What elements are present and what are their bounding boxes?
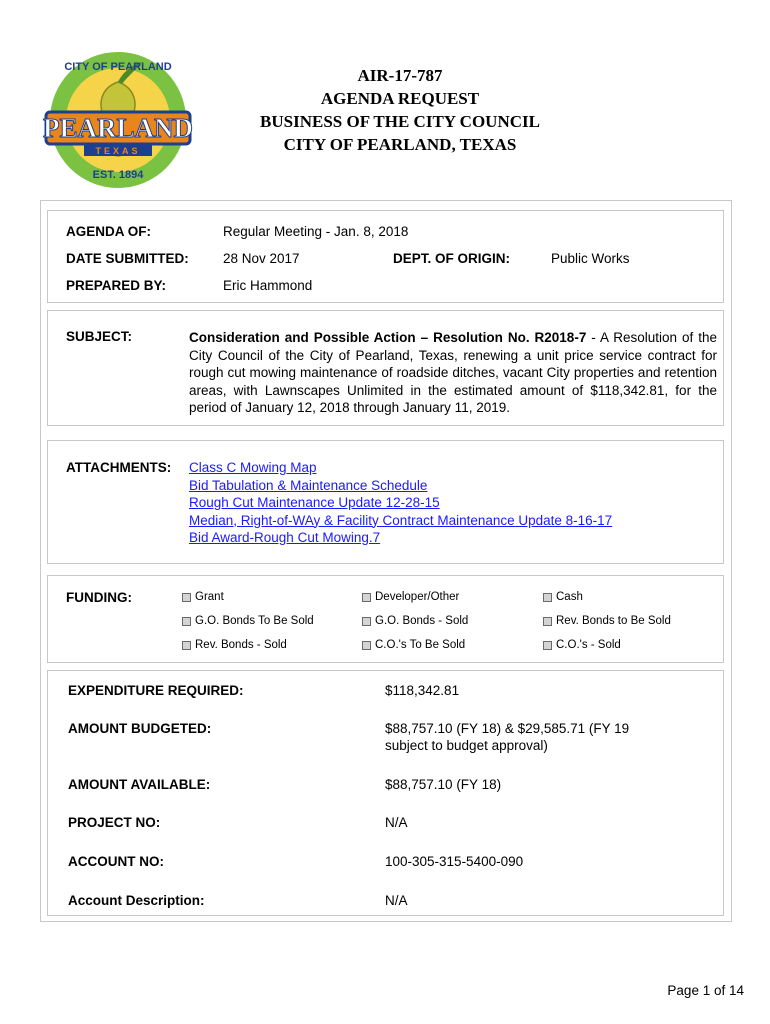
agenda-of-value: Regular Meeting - Jan. 8, 2018 [223, 224, 409, 239]
funding-option[interactable]: Rev. Bonds - Sold [182, 639, 287, 651]
dept-origin-value: Public Works [551, 251, 630, 266]
council-title: BUSINESS OF THE CITY COUNCIL [260, 112, 540, 131]
amount-available-label: AMOUNT AVAILABLE: [68, 777, 211, 792]
prepared-by-label: PREPARED BY: [66, 278, 167, 293]
funding-option[interactable]: G.O. Bonds - Sold [362, 615, 468, 627]
funding-option[interactable]: Rev. Bonds to Be Sold [543, 615, 671, 627]
attachment-link[interactable]: Class C Mowing Map [189, 460, 317, 475]
logo-state: TEXAS [95, 146, 141, 156]
funding-option[interactable]: C.O.'s To Be Sold [362, 639, 465, 651]
checkbox[interactable] [182, 617, 191, 626]
funding-option[interactable]: Grant [182, 591, 224, 603]
attachment-link[interactable]: Bid Tabulation & Maintenance Schedule [189, 477, 428, 493]
checkbox[interactable] [182, 593, 191, 602]
checkbox[interactable] [182, 641, 191, 650]
document-header [190, 64, 610, 156]
account-no-value: 100-305-315-5400-090 [385, 854, 524, 869]
checkbox[interactable] [543, 593, 552, 602]
funding-option[interactable]: Cash [543, 591, 583, 603]
checkbox[interactable] [543, 641, 552, 650]
logo-est: EST. 1894 [92, 169, 144, 181]
air-number: AIR-17-787 [357, 66, 443, 85]
checkbox[interactable] [362, 617, 371, 626]
attachment-link[interactable]: Rough Cut Maintenance Update 12-28-15 [189, 495, 440, 510]
account-no-label: ACCOUNT NO: [68, 854, 164, 869]
dept-origin-label: DEPT. OF ORIGIN: [393, 251, 511, 266]
amount-budgeted-note: subject to budget approval) [385, 738, 548, 753]
page-number: Page 1 of 14 [667, 983, 744, 998]
account-description-label: Account Description: [68, 893, 205, 908]
checkbox[interactable] [362, 641, 371, 650]
agenda-of-label: AGENDA OF: [66, 224, 151, 239]
date-submitted-label: DATE SUBMITTED: [66, 251, 189, 266]
subject-body: - A Resolution of the City Council of the City of Pearland, Texas, renewing a unit price service contract for rough cut mowing maintenance of roadside ditches, vacant City properties and retention areas, with Lawnscapes Unlimited in the estimated amount of $118,342.81, for the period of January 12, 2018 through January 11, 2019. [189, 330, 717, 415]
logo-wordmark: PEARLAND [42, 113, 194, 143]
expenditure-required-label: EXPENDITURE REQUIRED: [68, 683, 244, 698]
attachments-list [189, 459, 612, 547]
logo-ring-text: CITY OF PEARLAND [64, 61, 172, 73]
expenditure-box [47, 670, 724, 916]
amount-budgeted-label: AMOUNT BUDGETED: [68, 721, 212, 736]
attachments-label: ATTACHMENTS: [66, 460, 172, 475]
city-logo [38, 44, 198, 194]
attachment-link[interactable]: Bid Award-Rough Cut Mowing.7 [189, 530, 381, 545]
amount-available-value: $88,757.10 (FY 18) [385, 777, 502, 792]
prepared-by-value: Eric Hammond [223, 278, 313, 293]
checkbox[interactable] [362, 593, 371, 602]
project-no-value: N/A [385, 815, 408, 830]
amount-budgeted-value: $88,757.10 (FY 18) & $29,585.71 (FY 19 [385, 721, 630, 736]
expenditure-required-value: $118,342.81 [385, 683, 460, 698]
funding-label: FUNDING: [66, 590, 132, 605]
subject-title: Consideration and Possible Action – Resolution No. R2018-7 [189, 330, 587, 345]
project-no-label: PROJECT NO: [68, 815, 161, 830]
city-title: CITY OF PEARLAND, TEXAS [283, 135, 517, 154]
subject-text [189, 329, 717, 417]
subject-label: SUBJECT: [66, 329, 133, 344]
account-description-value: N/A [385, 893, 408, 908]
funding-option[interactable]: Developer/Other [362, 591, 459, 603]
funding-option[interactable]: C.O.'s - Sold [543, 639, 621, 651]
attachment-link[interactable]: Median, Right-of-WAy & Facility Contract Maintenance Update 8-16-17 [189, 512, 613, 528]
checkbox[interactable] [543, 617, 552, 626]
date-submitted-value: 28 Nov 2017 [223, 251, 300, 266]
agenda-request-title: AGENDA REQUEST [320, 89, 480, 108]
funding-option[interactable]: G.O. Bonds To Be Sold [182, 615, 314, 627]
